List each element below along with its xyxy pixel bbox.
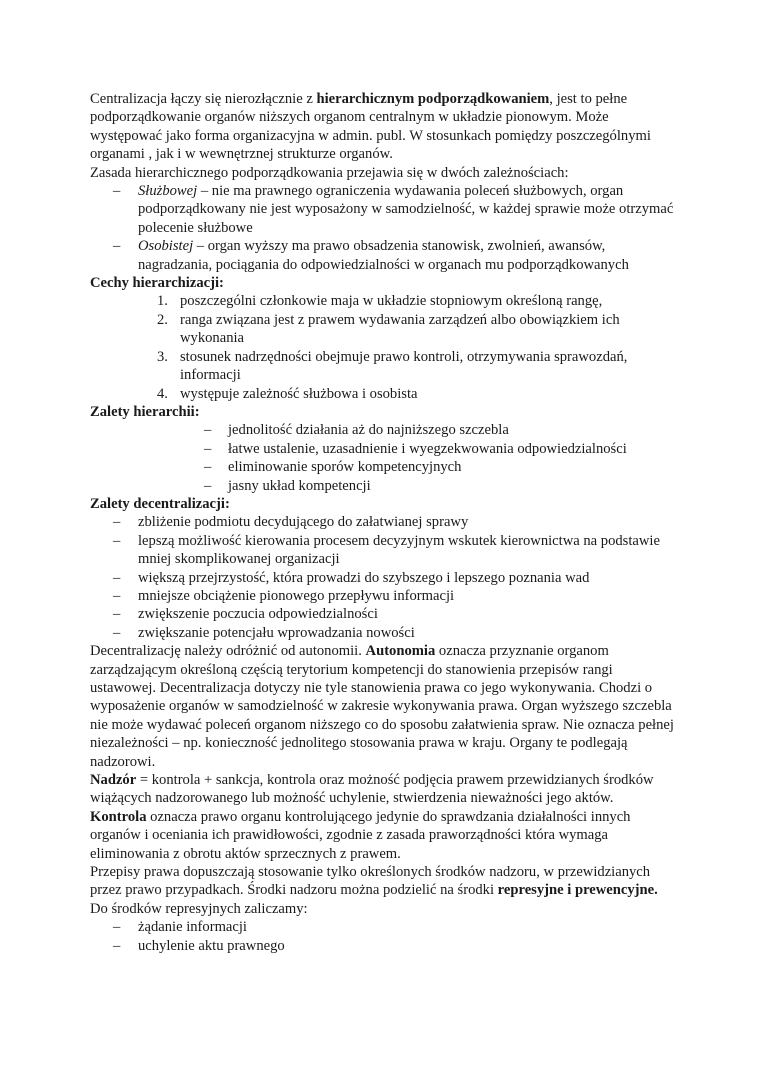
kontrola-text: oznacza prawo organu kontrolującego jedynie do sprawdzania działalności innych organów i oceniania ich prawidłowości, zgodnie z zasada praworządności która wymaga eliminowania z obrotu aktów sprzecznych z prawem. [90,808,631,862]
autonomia-bold-term: Autonomia [365,643,436,660]
list-item-text: występuje zależność służbowa i osobista [180,385,418,402]
cechy-heading-text: Cechy hierarchizacji: [90,275,224,292]
list-item: – łatwe ustalenie, uzasadnienie i wyegzekwowania odpowiedzialności [204,440,675,458]
list-item-term: Osobistej [138,238,194,255]
intro-bold-term: hierarchicznym podporządkowaniem [316,91,550,107]
list-item: – zwiększenie poczucia odpowiedzialności [90,605,675,623]
list-item-text: – nie ma prawnego ograniczenia wydawania poleceń służbowych, organ podporządkowany nie jest wyposażony w samodzielność, w każdej sprawie może otrzymać polecenie służbowe [138,183,674,236]
intro-text-1: Centralizacja łączy się nierozłącznie z [90,91,317,107]
list-item: – zwiększanie potencjału wprowadzania nowości [90,624,675,642]
list-number: 1. [157,293,168,310]
list-item [90,311,675,348]
zalety-decentralizacji-list [90,513,675,642]
przepisy-text: Przepisy prawa dopuszczają stosowanie tylko określonych środków nadzoru, w przewidzianych przez prawo przypadkach. Środki nadzoru można podzielić na środki [90,864,651,899]
list-item: – lepszą możliwość kierowania procesem decyzyjnym wskutek kierownictwa na podstawie mniej skomplikowanej organizacji [90,532,675,569]
document-page [90,90,675,955]
autonomia-paragraph [90,642,675,771]
kontrola-paragraph [90,808,675,863]
zalety-decentralizacji-heading [90,495,675,513]
represyjne-list [90,918,675,955]
list-item [90,348,675,385]
list-item [90,385,675,403]
autonomia-text-2: oznacza przyznanie organom zarządzającym określoną częścią terytorium kompetencji do stanowienia przepisów rangi ustawowej. Decentralizacja dotyczy nie tyle stanowienia prawa co jego wykonywania. Chodzi o wyposażenie organów w samodzielność w zakresie wykonywania prawa. Organ wyższego szczebla nie może wydawać poleceń organom niższego co do sposobu załatwienia spraw. Nie oznacza pełnej niezależności – np. konieczność jednolitego stosowania prawa w kraju. Organy te podlegają nadzorowi. [90,643,674,770]
nadzor-paragraph [90,771,675,808]
list-item: – uchylenie aktu prawnego [90,937,675,955]
cechy-list [90,292,675,402]
list-item: – żądanie informacji [90,918,675,936]
przepisy-bold-term: represyjne i prewencyjne. [497,882,658,899]
list-item-text: stosunek nadrzędności obejmuje prawo kontroli, otrzymywania sprawozdań, informacji [180,348,628,384]
kontrola-bold-term: Kontrola [90,808,147,825]
autonomia-text-1: Decentralizację należy odróżnić od autonomii. [90,643,366,660]
list-item [90,182,675,237]
list-item: – eliminowanie sporów kompetencyjnych [204,458,675,476]
zasada-paragraph: Zasada hierarchicznego podporządkowania przejawia się w dwóch zależnościach: [90,164,569,181]
zalety-decentralizacji-heading-text: Zalety decentralizacji: [90,495,230,512]
cechy-heading [90,274,675,292]
list-item: – jasny układ kompetencji [204,477,675,495]
list-item-term: Służbowej [138,183,198,200]
zaleznosci-list [90,182,675,274]
intro-text-2: , jest to pełne podporządkowanie organów niższych organom centralnym w układzie pionowym. Może występować jako forma organizacyjna w admin. publ. W stosunkach pomiędzy poszczególnymi organami , jak i w wewnętrznej strukturze organów. [90,91,651,163]
list-item [90,237,675,274]
list-number: 4. [157,385,168,402]
list-item: – zbliżenie podmiotu decydującego do załatwianej sprawy [90,513,675,531]
intro-paragraph [90,90,675,164]
list-item: – większą przejrzystość, która prowadzi do szybszego i lepszego poznania wad [90,569,675,587]
list-number: 3. [157,348,168,365]
list-number: 2. [157,311,168,328]
nadzor-text: = kontrola + sankcja, kontrola oraz możność podjęcia prawem przewidzianych środków wiążących nadzorowanego lub możność uchylenie, stwierdzenia nieważności jego aktów. [90,772,654,807]
list-item: – mniejsze obciążenie pionowego przepływu informacji [90,587,675,605]
nadzor-bold-term: Nadzór [90,772,137,789]
represyjne-heading: Do środków represyjnych zaliczamy: [90,900,308,917]
przepisy-paragraph [90,863,675,900]
list-item-text: ranga związana jest z prawem wydawania zarządzeń albo obowiązkiem ich wykonania [180,311,620,347]
zalety-hierarchii-heading-text: Zalety hierarchii: [90,403,200,420]
list-item-text: – organ wyższy ma prawo obsadzenia stanowisk, zwolnień, awansów, nagradzania, pociągania do odpowiedzialności w organach mu podporządkowanych [138,238,629,273]
list-item: – jednolitość działania aż do najniższego szczebla [204,421,675,439]
list-item [90,292,675,310]
zalety-hierarchii-heading [90,403,675,421]
zalety-hierarchii-list [90,421,675,495]
list-item-text: poszczególni członkowie maja w układzie stopniowym określoną rangę, [180,293,603,310]
